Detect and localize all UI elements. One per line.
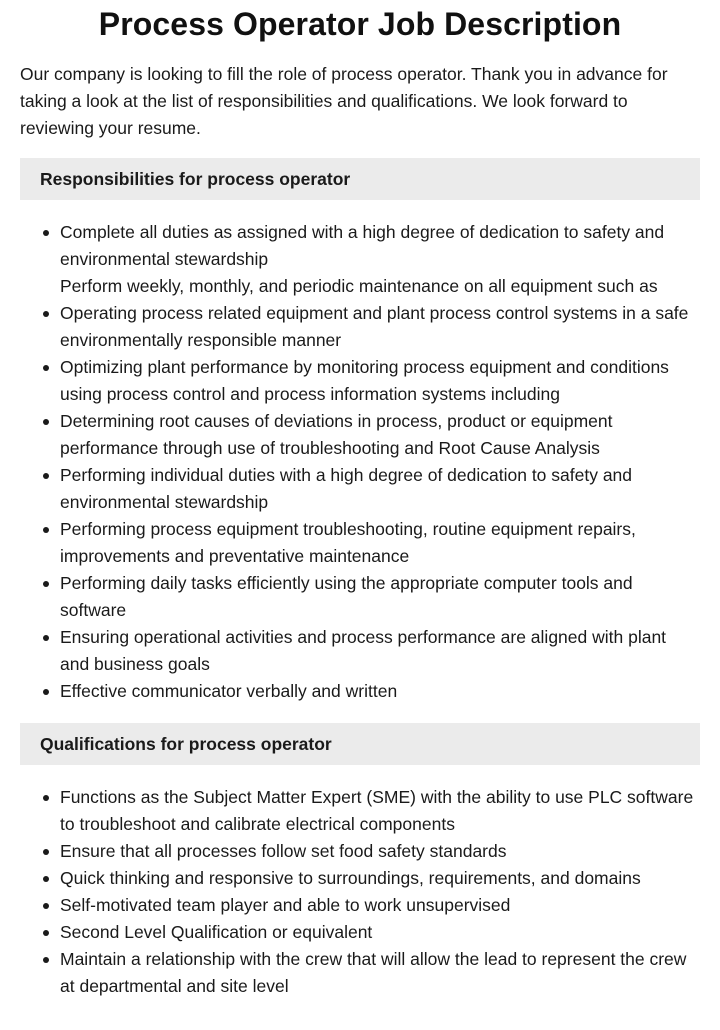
list-item: Quick thinking and responsive to surroundings, requirements, and domains — [60, 865, 700, 892]
list-item: Ensure that all processes follow set food safety standards — [60, 838, 700, 865]
list-item: Effective communicator verbally and written — [60, 678, 700, 705]
list-item: Performing daily tasks efficiently using the appropriate computer tools and software — [60, 570, 700, 624]
qualifications-heading: Qualifications for process operator — [20, 723, 700, 765]
list-item: Determining root causes of deviations in process, product or equipment performance through use of troubleshooting and Root Cause Analysis — [60, 408, 700, 462]
responsibilities-heading: Responsibilities for process operator — [20, 158, 700, 200]
list-item: Functions as the Subject Matter Expert (SME) with the ability to use PLC software to troubleshoot and calibrate electrical components — [60, 784, 700, 838]
list-item: Optimizing plant performance by monitoring process equipment and conditions using process control and process information systems including — [60, 354, 700, 408]
page-title: Process Operator Job Description — [98, 6, 622, 42]
list-item: Ensuring operational activities and process performance are aligned with plant and business goals — [60, 624, 700, 678]
list-item: Maintain a relationship with the crew that will allow the lead to represent the crew at departmental and site level — [60, 946, 700, 1000]
list-item: Performing individual duties with a high degree of dedication to safety and environmental stewardship — [60, 462, 700, 516]
list-item: Perform weekly, monthly, and periodic maintenance on all equipment such as — [60, 273, 700, 300]
list-item: Performing process equipment troubleshooting, routine equipment repairs, improvements and preventative maintenance — [60, 516, 700, 570]
list-item: Second Level Qualification or equivalent — [60, 919, 700, 946]
responsibilities-list — [20, 219, 700, 705]
qualifications-list — [20, 784, 700, 1000]
list-item: Self-motivated team player and able to work unsupervised — [60, 892, 700, 919]
list-item: Complete all duties as assigned with a high degree of dedication to safety and environmental stewardship — [60, 219, 700, 273]
intro-paragraph: Our company is looking to fill the role of process operator. Thank you in advance for taking a look at the list of responsibilities and qualifications. We look forward to reviewing your resume. — [20, 64, 668, 138]
list-item: Operating process related equipment and plant process control systems in a safe environmentally responsible manner — [60, 300, 700, 354]
